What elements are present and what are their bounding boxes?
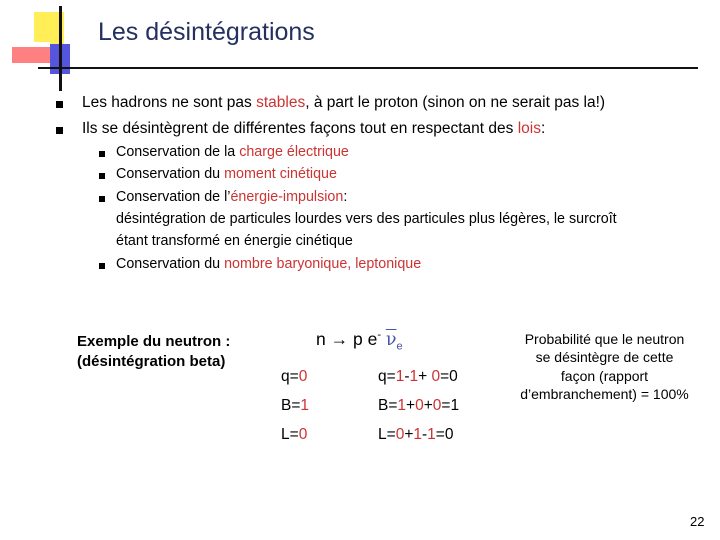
charge-initial: q=0: [281, 368, 308, 385]
page-number: 22: [690, 514, 705, 529]
branching-ratio-note: Probabilité que le neutron se désintègre de cette façon (rapport d’embranchement) = 100%: [520, 331, 689, 403]
arrow-icon: →: [330, 329, 349, 349]
lepton-initial: L=0: [281, 426, 308, 443]
sub-bullet-marker: [99, 196, 105, 202]
sub-bullet-energy-momentum: Conservation de l’énergie-impulsion:: [116, 189, 348, 205]
charge-final: q=1-1+ 0=0: [378, 368, 458, 385]
sub-bullet-charge: Conservation de la charge électrique: [116, 144, 349, 160]
title-underline: [38, 67, 698, 69]
baryon-final: B=1+0+0=1: [378, 397, 460, 414]
antineutrino-symbol: $\overline{\nu}$: [385, 330, 397, 350]
slide-title: Les désintégrations: [98, 18, 315, 46]
bullet-marker: [56, 101, 63, 108]
sub-bullet-energy-line2: désintégration de particules lourdes vers des particules plus légères, le surcroît: [116, 211, 617, 227]
bullet-hadrons-stable: Les hadrons ne sont pas stables, à part le proton (sinon on ne serait pas la!): [82, 94, 606, 111]
lepton-final: L=0+1-1=0: [378, 426, 454, 443]
sub-bullet-marker: [99, 263, 105, 269]
sub-bullet-energy-line3: étant transformé en énergie cinétique: [116, 233, 353, 249]
example-label: Exemple du neutron : (désintégration beta): [77, 333, 231, 370]
sub-bullet-marker: [99, 151, 105, 157]
sub-bullet-baryon-lepton: Conservation du nombre baryonique, leptonique: [116, 256, 422, 272]
logo-pink-square: [12, 42, 50, 68]
decay-reaction: n → p e- $\overline{\nu}_e$: [316, 329, 403, 353]
logo-vertical-line: [59, 6, 62, 91]
baryon-initial: B=1: [281, 397, 310, 414]
bullet-marker: [56, 127, 63, 134]
sub-bullet-angular-momentum: Conservation du moment cinétique: [116, 166, 337, 182]
bullet-decay-laws: Ils se désintègrent de différentes façons tout en respectant des lois:: [82, 120, 546, 137]
sub-bullet-marker: [99, 173, 105, 179]
